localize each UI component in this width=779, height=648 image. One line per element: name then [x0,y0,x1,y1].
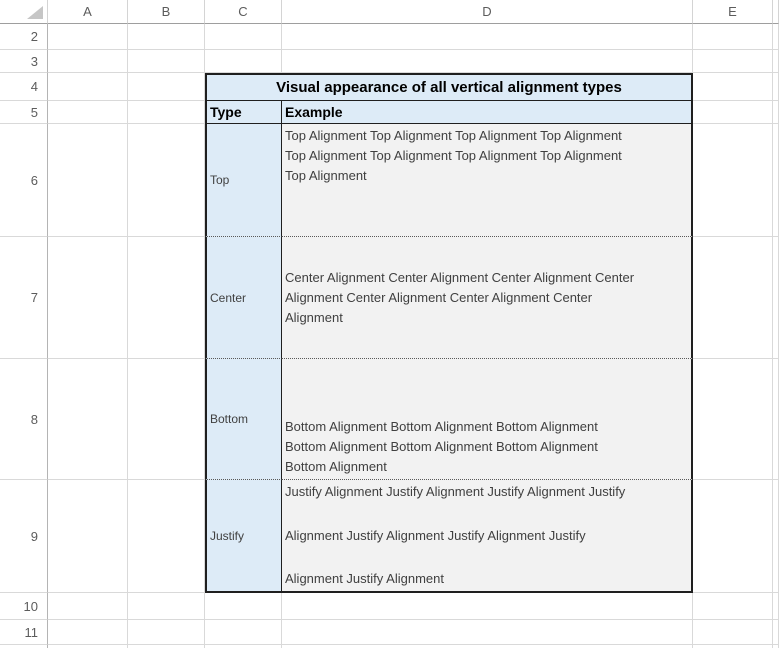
cell[interactable] [48,50,128,73]
row-header-8[interactable]: 8 [0,359,48,480]
example-line: Alignment [285,309,343,325]
type-label: Justify [210,528,245,543]
row-header-10[interactable]: 10 [0,593,48,620]
cell[interactable] [773,620,779,645]
cell[interactable] [128,24,205,50]
cell[interactable] [205,593,282,620]
cell[interactable] [48,593,128,620]
cell[interactable] [48,620,128,645]
select-all-corner[interactable] [0,0,48,24]
cell[interactable] [773,124,779,237]
column-header-c[interactable]: C [205,0,282,24]
type-cell-justify[interactable] [205,480,282,593]
cell[interactable] [693,359,773,480]
row-header-7[interactable]: 7 [0,237,48,359]
column-header-partial[interactable] [773,0,779,24]
example-line: Top Alignment [285,168,367,183]
cell[interactable] [773,73,779,101]
cell[interactable] [128,50,205,73]
type-label: Center [210,290,247,305]
example-cell-top[interactable] [282,124,693,237]
cell[interactable] [693,620,773,645]
cell[interactable] [693,101,773,124]
cell[interactable] [693,73,773,101]
type-label: Bottom [210,412,249,426]
example-line: Alignment Justify Alignment [285,571,444,586]
cell[interactable] [282,593,693,620]
row-header-11[interactable]: 11 [0,620,48,645]
type-cell-top[interactable] [205,124,282,237]
cell[interactable] [773,101,779,124]
example-line: Justify Alignment Justify Alignment Justify Alignment Justify [285,484,626,499]
cell[interactable] [693,50,773,73]
example-header-cell[interactable]: Example [282,101,693,124]
cell[interactable] [48,480,128,593]
example-cell-bottom[interactable] [282,359,693,480]
cell[interactable] [128,620,205,645]
type-cell-center[interactable] [205,237,282,359]
cell[interactable] [128,359,205,480]
cell[interactable] [693,237,773,359]
cell[interactable] [48,124,128,237]
cell[interactable] [128,73,205,101]
row-header-4[interactable]: 4 [0,73,48,101]
type-label: Top [210,173,230,187]
cell[interactable] [693,124,773,237]
cell[interactable] [48,359,128,480]
example-line: Bottom Alignment [285,459,387,474]
cell[interactable] [128,480,205,593]
example-line: Top Alignment Top Alignment Top Alignment Top Alignment [285,128,622,143]
example-line: Top Alignment Top Alignment Top Alignment Top Alignment [285,148,622,163]
table-title-cell[interactable]: Visual appearance of all vertical alignment types [205,73,693,101]
cell[interactable] [773,359,779,480]
cell[interactable] [282,50,693,73]
cell[interactable] [282,24,693,50]
cell[interactable] [48,24,128,50]
example-line: Center Alignment Center Alignment Center Alignment Center [285,269,635,285]
cell[interactable] [48,101,128,124]
type-header-cell[interactable]: Type [205,101,282,124]
type-cell-bottom[interactable] [205,359,282,480]
example-cell-justify[interactable] [282,480,693,593]
row-header-5[interactable]: 5 [0,101,48,124]
cell[interactable] [773,237,779,359]
cell[interactable] [205,24,282,50]
cell[interactable] [128,593,205,620]
cell[interactable] [693,480,773,593]
row-header-3[interactable]: 3 [0,50,48,73]
column-header-b[interactable]: B [128,0,205,24]
column-header-a[interactable]: A [48,0,128,24]
example-cell-center[interactable] [282,237,693,359]
select-all-triangle-icon [27,6,43,19]
cell[interactable] [282,620,693,645]
cell[interactable] [773,24,779,50]
example-line: Alignment Center Alignment Center Alignment Center [285,289,593,305]
cell[interactable] [128,124,205,237]
row-header-2[interactable]: 2 [0,24,48,50]
cell[interactable] [128,101,205,124]
cell[interactable] [205,620,282,645]
cell[interactable] [128,237,205,359]
cell[interactable] [205,50,282,73]
cell[interactable] [693,24,773,50]
example-line: Bottom Alignment Bottom Alignment Bottom Alignment [285,419,598,434]
row-header-6[interactable]: 6 [0,124,48,237]
row-header-9[interactable]: 9 [0,480,48,593]
cell[interactable] [693,593,773,620]
cell[interactable] [48,73,128,101]
example-line: Alignment Justify Alignment Justify Alignment Justify [285,527,586,543]
column-header-e[interactable]: E [693,0,773,24]
cell[interactable] [773,480,779,593]
example-line: Bottom Alignment Bottom Alignment Bottom Alignment [285,439,598,454]
cell[interactable] [773,50,779,73]
cell[interactable] [48,237,128,359]
column-header-d[interactable]: D [282,0,693,24]
cell[interactable] [773,593,779,620]
